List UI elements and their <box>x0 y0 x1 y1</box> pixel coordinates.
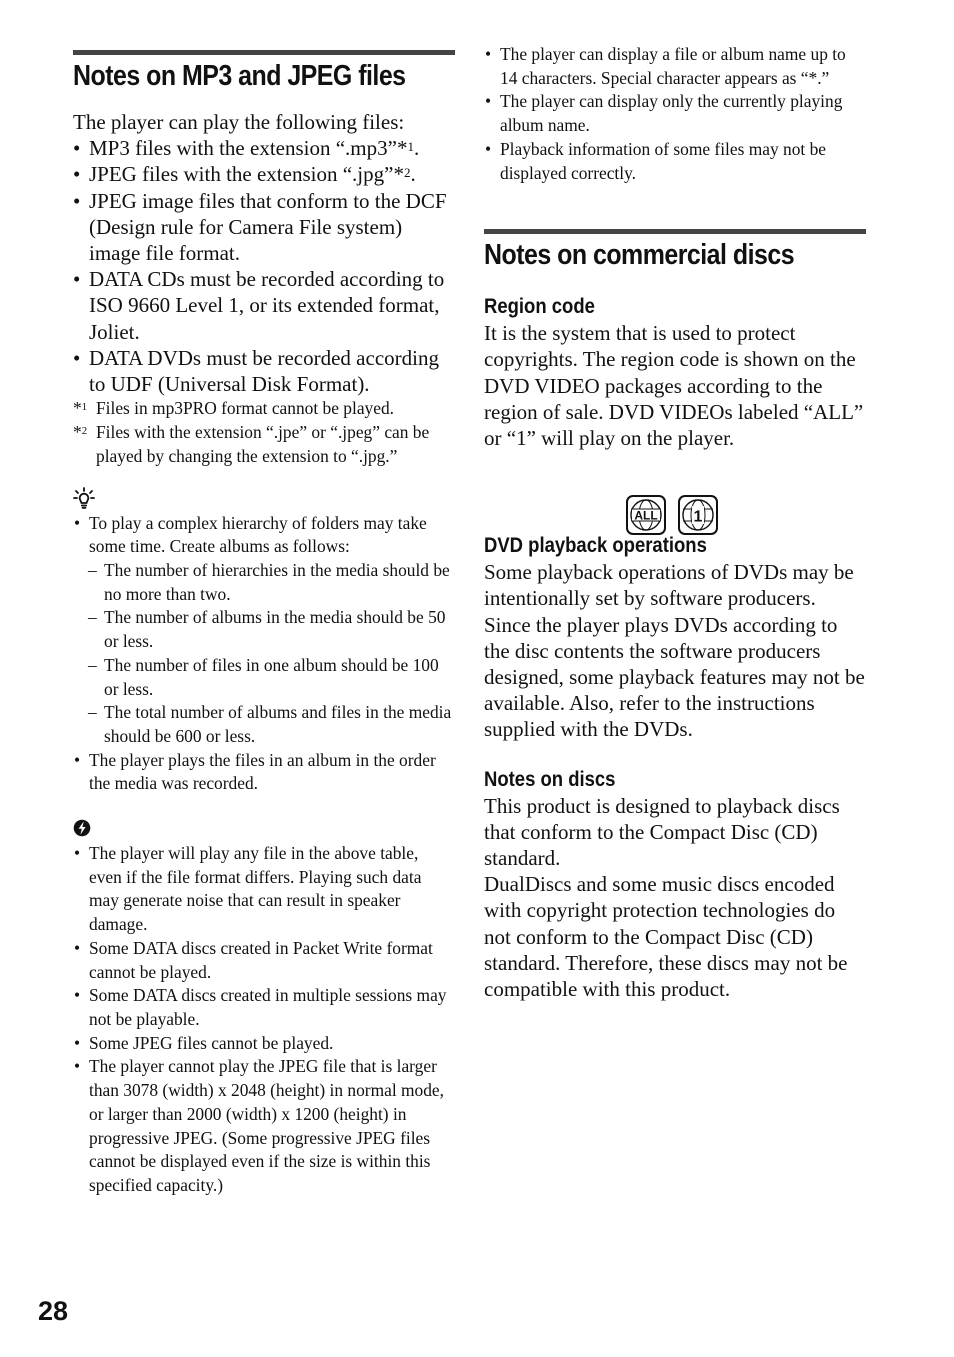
svg-text:1: 1 <box>693 508 703 526</box>
playback-text: Some playback operations of DVDs may be intentionally set by software producers. Since the player plays DVDs according to the disc contents the software producers designed, some playback features may not be available. Also, refer to the instructions supplied with the DVDs. <box>484 560 865 742</box>
section-rule <box>484 229 866 234</box>
region-icons <box>626 495 726 540</box>
list-item: • The player will play any file in the above table, even if the file format differs. Playing such data may generate noise that can result in speaker damage. <box>73 842 455 937</box>
section-title: Notes on MP3 and JPEG files <box>73 60 406 92</box>
list-item: • To play a complex hierarchy of folders may take some time. Create albums as follows: <box>73 512 455 559</box>
list-item: • JPEG files with the extension “.jpg”*$^2$. <box>73 161 455 187</box>
list-item: • Some JPEG files cannot be played. <box>73 1032 455 1056</box>
list-item: – The number of hierarchies in the media should be no more than two. <box>73 559 455 606</box>
list-item: • Playback information of some files may not be displayed correctly. <box>484 138 866 185</box>
list-item: • Some DATA discs created in Packet Write format cannot be played. <box>73 937 455 984</box>
region-text: It is the system that is used to protect copyrights. The region code is shown on the DVD VIDEO packages according to the region of sale. DVD VIDEOs labeled “ALL” or “1” will play on the player. <box>484 321 864 451</box>
discs-heading: Notes on discs <box>484 767 616 791</box>
list-item: • The player plays the files in an album in the order the media was recorded. <box>73 749 455 796</box>
region-heading: Region code <box>484 295 595 319</box>
list-item: • DATA DVDs must be recorded according to UDF (Universal Disk Format). <box>73 345 455 397</box>
list-item: • DATA CDs must be recorded according to ISO 9660 Level 1, or its extended format, Joliet. <box>73 266 455 345</box>
section-title: Notes on commercial discs <box>484 239 795 272</box>
footnotes <box>73 397 455 468</box>
note-icon <box>73 818 91 838</box>
lightbulb-icon <box>73 487 95 509</box>
list-item: • MP3 files with the extension “.mp3”*$^1$. <box>73 135 455 161</box>
list-item: • The player can display only the currently playing album name. <box>484 90 866 137</box>
discs-text: This product is designed to playback discs that conform to the Compact Disc (CD) standard. <box>484 793 840 871</box>
footnote: *$^2$ Files with the extension “.jpe” or “.jpeg” can be played by changing the extension to “.jpg.” <box>73 422 430 466</box>
list-item: – The total number of albums and files in the media should be 600 or less. <box>73 701 455 748</box>
display-notes <box>484 43 866 185</box>
list-item: – The number of files in one album should be 100 or less. <box>73 654 455 701</box>
footnote: *$^1$ Files in mp3PRO format cannot be played. <box>73 398 395 419</box>
svg-text:ALL: ALL <box>634 508 658 523</box>
notes <box>73 842 455 1198</box>
region-all-icon <box>626 495 666 535</box>
left-column <box>73 0 455 1198</box>
list-item: • JPEG image files that conform to the DCF (Design rule for Camera File system) image file format. <box>73 188 455 267</box>
list-item: • Some DATA discs created in multiple sessions may not be playable. <box>73 984 455 1031</box>
discs-text: DualDiscs and some music discs encoded with copyright protection technologies do not conform to the Compact Disc (CD) standard. Therefore, these discs may not be compatible with this product. <box>484 872 848 1002</box>
intro-text: The player can play the following files: <box>73 110 405 134</box>
hints <box>73 512 455 796</box>
section-rule <box>73 50 455 55</box>
list-item: • The player can display a file or album name up to 14 characters. Special character appears as “*.” <box>484 43 866 90</box>
list-item: – The number of albums in the media should be 50 or less. <box>73 606 455 653</box>
supported-files <box>73 109 455 397</box>
list-item: • The player cannot play the JPEG file that is larger than 3078 (width) x 2048 (height) in normal mode, or larger than 2000 (width) x 1200 (height) in progressive JPEG. (Some progressive JPEG files cannot be displayed even if the size is within this specified capacity.) <box>73 1055 455 1197</box>
page-number: 28 <box>38 1296 69 1326</box>
region-1-icon <box>678 495 718 535</box>
playback-heading: DVD playback operations <box>484 534 707 558</box>
